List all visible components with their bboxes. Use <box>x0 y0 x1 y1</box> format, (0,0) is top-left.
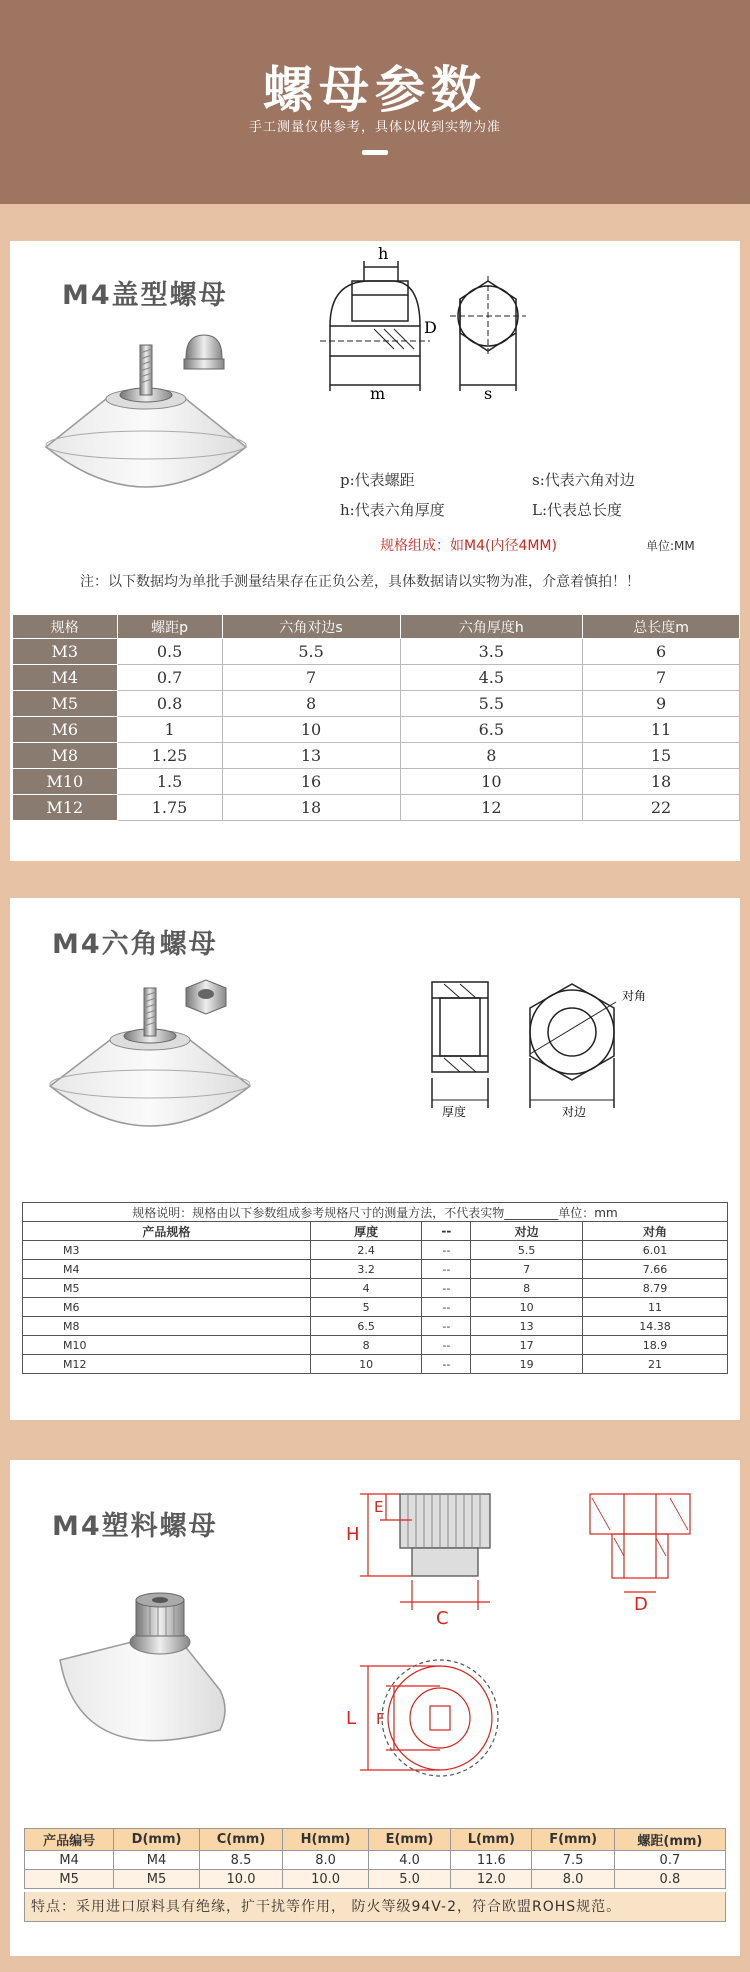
column-header: 对边 <box>471 1222 583 1241</box>
column-header: F(mm) <box>532 1829 614 1851</box>
table-row <box>25 1870 726 1889</box>
page-subtitle: 手工测量仅供参考，具体以收到实物为准 <box>248 120 501 135</box>
table-cell: 10 <box>310 1355 422 1374</box>
table-row <box>23 1336 728 1355</box>
table-row <box>23 1279 728 1298</box>
table-cell: 22 <box>583 795 740 821</box>
plastic-nut-table <box>24 1828 726 1889</box>
table-row <box>13 743 740 769</box>
column-header: E(mm) <box>368 1829 450 1851</box>
table-cell: 8.79 <box>582 1279 727 1298</box>
legend-s: s:代表六角对边 <box>532 471 635 489</box>
table-caption: 规格说明：规格由以下参数组成参考规格尺寸的测量方法，不代表实物_________单位：mm <box>23 1203 728 1222</box>
table-cell: 12.0 <box>451 1870 532 1889</box>
drawing-label-s: s <box>484 384 493 403</box>
table-cell: 8.0 <box>532 1870 614 1889</box>
table-cell: 10 <box>222 717 400 743</box>
table-cell: 14.38 <box>582 1317 727 1336</box>
plastic-nut-drawing <box>290 1480 740 1820</box>
table-cell: 8 <box>222 691 400 717</box>
column-header: D(mm) <box>114 1829 200 1851</box>
table-cell: M5 <box>25 1870 114 1889</box>
table-cell: 7 <box>471 1260 583 1279</box>
measurement-notice: 注：以下数据均为单批手测量结果存在正负公差，具体数据请以实物为准，介意着慎拍！！ <box>80 574 640 590</box>
table-cell: 8 <box>471 1279 583 1298</box>
table-cell: 1.25 <box>117 743 222 769</box>
table-cell: 7.66 <box>582 1260 727 1279</box>
table-cell: 11 <box>583 717 740 743</box>
section-title: M4六角螺母 <box>52 929 218 960</box>
table-cell: M4 <box>25 1851 114 1870</box>
table-cell: 7.5 <box>532 1851 614 1870</box>
table-row <box>23 1241 728 1260</box>
table-cell: M4 <box>13 665 118 691</box>
table-row <box>13 665 740 691</box>
table-cell: M12 <box>13 795 118 821</box>
table-cell: 4 <box>310 1279 422 1298</box>
table-cell: 11.6 <box>451 1851 532 1870</box>
legend-h: h:代表六角厚度 <box>340 501 445 519</box>
table-cell: 7 <box>583 665 740 691</box>
table-cell: 8.5 <box>199 1851 282 1870</box>
table-cell: M5 <box>13 691 118 717</box>
table-cell: M10 <box>23 1336 311 1355</box>
section-cap-nut <box>10 241 740 861</box>
table-cell: -- <box>422 1241 471 1260</box>
page-title: 螺母参数 <box>263 61 487 119</box>
table-cell: -- <box>422 1336 471 1355</box>
table-cell: M8 <box>13 743 118 769</box>
column-header: C(mm) <box>199 1829 282 1851</box>
column-header: 产品编号 <box>25 1829 114 1851</box>
table-cell: 15 <box>583 743 740 769</box>
column-header: 产品规格 <box>23 1222 311 1241</box>
drawing-label-flat: 对边 <box>562 1105 587 1119</box>
column-header: L(mm) <box>451 1829 532 1851</box>
table-cell: M6 <box>13 717 118 743</box>
table-cell: 10.0 <box>199 1870 282 1889</box>
table-cell: 13 <box>222 743 400 769</box>
table-cell: 3.5 <box>400 639 582 665</box>
table-cell: 4.5 <box>400 665 582 691</box>
drawing-label-c: C <box>436 1608 449 1629</box>
hex-nut-drawing <box>310 958 730 1158</box>
table-cell: 1.75 <box>117 795 222 821</box>
table-cell: 8 <box>310 1336 422 1355</box>
table-cell: M5 <box>114 1870 200 1889</box>
table-cell: 19 <box>471 1355 583 1374</box>
table-cell: 0.5 <box>117 639 222 665</box>
table-cell: 0.7 <box>614 1851 725 1870</box>
table-cell: M5 <box>23 1279 311 1298</box>
table-cell: 7 <box>222 665 400 691</box>
table-cell: M4 <box>114 1851 200 1870</box>
table-cell: 0.8 <box>614 1870 725 1889</box>
table-cell: 2.4 <box>310 1241 422 1260</box>
table-cell: 10 <box>471 1298 583 1317</box>
table-cell: -- <box>422 1298 471 1317</box>
section-plastic-nut <box>10 1460 740 1956</box>
table-cell: 13 <box>471 1317 583 1336</box>
table-cell: 5.5 <box>400 691 582 717</box>
table-row <box>23 1260 728 1279</box>
table-cell: 16 <box>222 769 400 795</box>
legend-l: L:代表总长度 <box>532 501 623 519</box>
table-row <box>23 1317 728 1336</box>
table-row <box>13 639 740 665</box>
table-cell: 17 <box>471 1336 583 1355</box>
table-cell: M3 <box>23 1241 311 1260</box>
column-header: 六角对边s <box>222 615 400 639</box>
column-header: 总长度m <box>583 615 740 639</box>
table-cell: 5.5 <box>222 639 400 665</box>
table-cell: 5.5 <box>471 1241 583 1260</box>
table-row <box>13 769 740 795</box>
column-header: 螺距(mm) <box>614 1829 725 1851</box>
drawing-label-h: H <box>346 1524 360 1545</box>
section-hex-nut <box>10 898 740 1420</box>
table-cell: 8 <box>400 743 582 769</box>
drawing-label-h: h <box>378 244 389 263</box>
table-cell: 12 <box>400 795 582 821</box>
table-cell: 6.5 <box>310 1317 422 1336</box>
cap-nut-drawing <box>310 241 730 441</box>
drawing-label-thickness: 厚度 <box>442 1105 467 1119</box>
legend-p: p:代表螺距 <box>340 471 415 489</box>
feature-note: 特点：采用进口原料具有绝缘，扩干扰等作用， 防火等级94V-2，符合欧盟ROHS规范。 <box>24 1892 726 1922</box>
hex-nut-table <box>22 1202 728 1374</box>
table-cell: 21 <box>582 1355 727 1374</box>
table-cell: 18 <box>222 795 400 821</box>
table-cell: 18.9 <box>582 1336 727 1355</box>
table-cell: 1 <box>117 717 222 743</box>
table-cell: 8.0 <box>283 1851 369 1870</box>
table-row <box>13 795 740 821</box>
table-row <box>23 1355 728 1374</box>
hex-nut-product-image <box>40 976 280 1156</box>
column-header: 规格 <box>13 615 118 639</box>
section-title: M4盖型螺母 <box>62 280 228 311</box>
column-header: H(mm) <box>283 1829 369 1851</box>
table-cell: 6.01 <box>582 1241 727 1260</box>
table-cell: 9 <box>583 691 740 717</box>
section-title: M4塑料螺母 <box>52 1511 218 1542</box>
table-cell: M8 <box>23 1317 311 1336</box>
table-cell: -- <box>422 1317 471 1336</box>
column-header: 对角 <box>582 1222 727 1241</box>
table-cell: M6 <box>23 1298 311 1317</box>
column-header: 厚度 <box>310 1222 422 1241</box>
column-header: 六角厚度h <box>400 615 582 639</box>
table-cell: 18 <box>583 769 740 795</box>
table-cell: M3 <box>13 639 118 665</box>
table-cell: -- <box>422 1279 471 1298</box>
drawing-label-corner: 对角 <box>622 989 647 1003</box>
column-header: -- <box>422 1222 471 1241</box>
table-cell: M12 <box>23 1355 311 1374</box>
cap-nut-table <box>12 614 740 821</box>
table-row <box>25 1851 726 1870</box>
spec-note: 规格组成：如M4(内径4MM) <box>380 538 557 554</box>
drawing-label-l: L <box>346 1708 357 1729</box>
drawing-label-f: F <box>376 1710 385 1728</box>
unit-label: 单位:MM <box>646 539 695 553</box>
table-cell: M10 <box>13 769 118 795</box>
table-row <box>13 717 740 743</box>
drawing-label-m: m <box>370 384 386 403</box>
table-cell: M4 <box>23 1260 311 1279</box>
table-cell: -- <box>422 1260 471 1279</box>
table-row <box>13 691 740 717</box>
table-cell: 0.7 <box>117 665 222 691</box>
table-cell: 10 <box>400 769 582 795</box>
table-cell: 0.8 <box>117 691 222 717</box>
table-cell: 6.5 <box>400 717 582 743</box>
header-divider <box>362 150 388 155</box>
cap-nut-product-image <box>36 327 276 517</box>
page-header <box>0 0 750 204</box>
table-cell: 3.2 <box>310 1260 422 1279</box>
table-cell: 5.0 <box>368 1870 450 1889</box>
table-cell: 11 <box>582 1298 727 1317</box>
table-cell: 1.5 <box>117 769 222 795</box>
drawing-label-e: E <box>374 1498 384 1516</box>
drawing-label-d: D <box>634 1594 648 1615</box>
plastic-nut-product-image <box>40 1570 280 1770</box>
table-cell: 4.0 <box>368 1851 450 1870</box>
table-cell: 5 <box>310 1298 422 1317</box>
table-row <box>23 1298 728 1317</box>
drawing-label-d: D <box>424 318 437 337</box>
table-cell: 10.0 <box>283 1870 369 1889</box>
column-header: 螺距p <box>117 615 222 639</box>
table-cell: -- <box>422 1355 471 1374</box>
table-cell: 6 <box>583 639 740 665</box>
